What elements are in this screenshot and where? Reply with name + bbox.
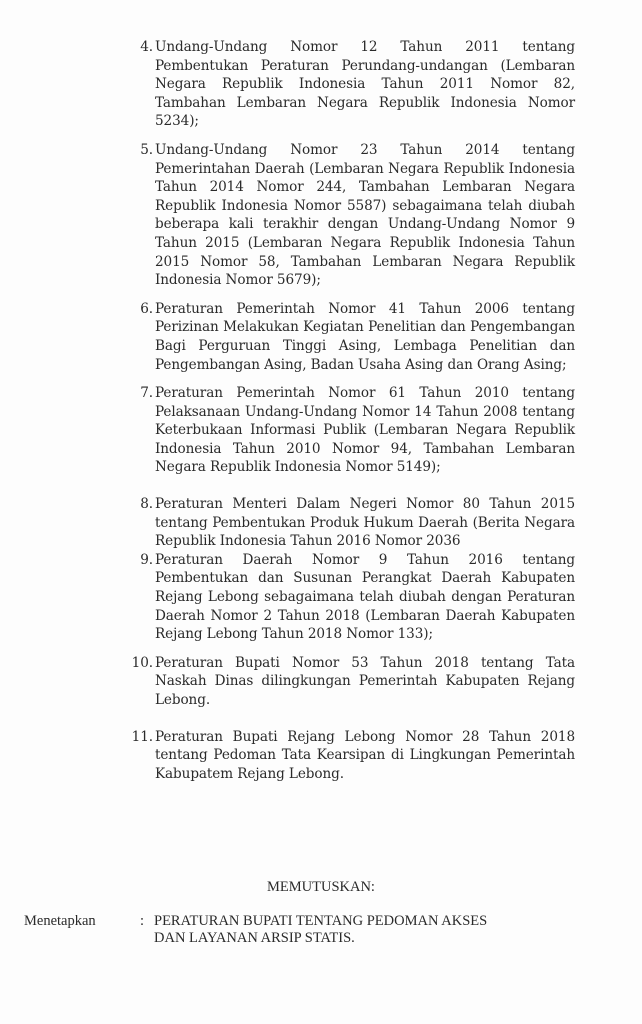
item-text: Undang-Undang Nomor 12 Tahun 2011 tentang Pembentukan Peraturan Perundang-undangan (Lembaran Negara Republik Indonesia Tahun 2011 Nomor 82, Tambahan Lembaran Negara Republik Indonesia Nomor 5234); bbox=[155, 39, 575, 130]
item-text: Peraturan Pemerintah Nomor 61 Tahun 2010 tentang Pelaksanaan Undang-Undang Nomor 14 Tahun 2008 tentang Keterbukaan Informasi Publik (Lembaran Negara Republik Indonesia Tahun 2010 Nomor 94, Tambahan Lembaran Negara Republik Indonesia Nomor 5149); bbox=[155, 385, 575, 476]
list-item bbox=[120, 300, 575, 374]
item-number: 5. bbox=[140, 141, 153, 158]
list-item bbox=[120, 654, 575, 710]
item-text: Peraturan Menteri Dalam Negeri Nomor 80 Tahun 2015 tentang Pembentukan Produk Hukum Daerah (Berita Negara Republik Indonesia Tahun 2016 Nomor 2036 bbox=[155, 496, 575, 550]
item-text: Peraturan Bupati Rejang Lebong Nomor 28 Tahun 2018 tentang Pedoman Tata Kearsipan di Lingkungan Pemerintah Kabupatem Rejang Lebong. bbox=[155, 728, 575, 782]
decision-value-line: PERATURAN BUPATI TENTANG PEDOMAN AKSES bbox=[154, 913, 488, 929]
decision-colon: : bbox=[140, 913, 145, 929]
item-number: 11. bbox=[131, 728, 153, 745]
decision-value bbox=[154, 913, 574, 947]
decision-label: Menetapkan bbox=[24, 913, 96, 929]
item-number: 8. bbox=[140, 496, 153, 513]
item-text: Peraturan Pemerintah Nomor 41 Tahun 2006 tentang Perizinan Melakukan Kegiatan Penelitian dan Pengembangan Bagi Perguruan Tinggi Asing, Lembaga Penelitian dan Pengembangan Asing, Badan Usaha Asing dan Orang Asing; bbox=[155, 300, 575, 373]
decision-value-line: DAN LAYANAN ARSIP STATIS. bbox=[154, 930, 355, 946]
legal-basis-list bbox=[120, 38, 575, 783]
item-number: 7. bbox=[140, 385, 153, 402]
list-item bbox=[120, 728, 575, 784]
item-text: Undang-Undang Nomor 23 Tahun 2014 tentang Pemerintahan Daerah (Lembaran Negara Republik Indonesia Tahun 2014 Nomor 244, Tambahan Lembaran Negara Republik Indonesia Nomor 5587) sebagaimana telah diubah beberapa kali terakhir dengan Undang-Undang Nomor 9 Tahun 2015 (Lembaran Negara Republik Indonesia Tahun 2015 Nomor 58, Tambahan Lembaran Negara Republik Indonesia Nomor 5679); bbox=[155, 141, 575, 289]
item-number: 9. bbox=[140, 551, 153, 568]
list-item bbox=[120, 495, 575, 551]
list-item bbox=[120, 141, 575, 290]
item-number: 6. bbox=[140, 300, 153, 317]
list-item bbox=[120, 384, 575, 477]
item-text: Peraturan Bupati Nomor 53 Tahun 2018 tentang Tata Naskah Dinas dilingkungan Pemerintah Kabupaten Rejang Lebong. bbox=[155, 654, 575, 708]
list-item bbox=[120, 38, 575, 131]
list-item bbox=[120, 551, 575, 644]
item-number: 10. bbox=[131, 654, 153, 671]
decision-heading: MEMUTUSKAN: bbox=[267, 879, 375, 895]
item-number: 4. bbox=[140, 39, 153, 55]
item-text: Peraturan Daerah Nomor 9 Tahun 2016 tentang Pembentukan dan Susunan Perangkat Daerah Kabupaten Rejang Lebong sebagaimana telah diubah dengan Peraturan Daerah Nomor 2 Tahun 2018 (Lembaran Daerah Kabupaten Rejang Lebong Tahun 2018 Nomor 133); bbox=[155, 551, 575, 643]
